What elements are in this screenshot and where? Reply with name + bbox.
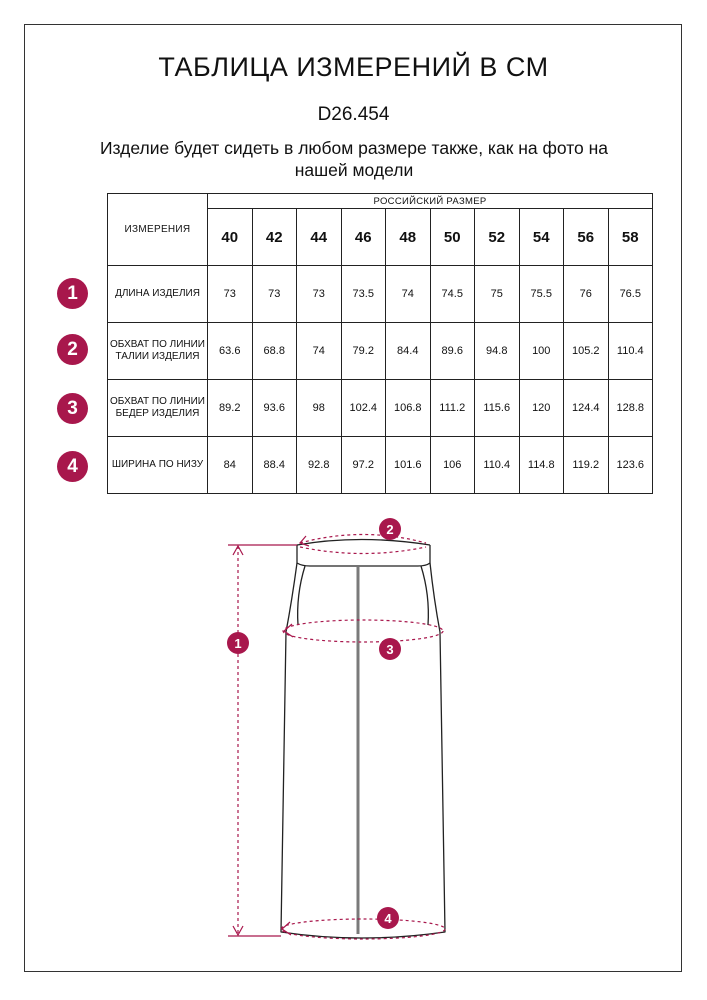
product-code: D26.454 (317, 104, 390, 125)
skirt-outline (281, 540, 445, 939)
right-pocket (421, 566, 428, 625)
value-cell: 75.5 (519, 266, 564, 323)
size-cell: 42 (252, 209, 297, 266)
size-cell: 44 (297, 209, 342, 266)
value-cell: 88.4 (252, 437, 297, 494)
hem-ellipse (281, 919, 445, 939)
value-cell: 111.2 (430, 380, 475, 437)
value-cell: 76.5 (608, 266, 653, 323)
size-cell: 50 (430, 209, 475, 266)
waistband (297, 545, 430, 566)
value-cell: 120 (519, 380, 564, 437)
row-number-badge: 4 (57, 451, 88, 482)
value-cell: 74.5 (430, 266, 475, 323)
value-cell: 105.2 (564, 323, 609, 380)
value-cell: 63.6 (208, 323, 253, 380)
value-cell: 84.4 (386, 323, 431, 380)
size-cell: 48 (386, 209, 431, 266)
value-cell: 97.2 (341, 437, 386, 494)
value-cell: 92.8 (297, 437, 342, 494)
measures-header: ИЗМЕРЕНИЯ (108, 194, 208, 266)
page-title: ТАБЛИЦА ИЗМЕРЕНИЙ В СМ (158, 52, 549, 82)
skirt-diagram (0, 500, 707, 970)
size-cell: 40 (208, 209, 253, 266)
value-cell: 93.6 (252, 380, 297, 437)
value-cell: 84 (208, 437, 253, 494)
value-cell: 102.4 (341, 380, 386, 437)
table-row (108, 437, 653, 494)
row-label: ОБХВАТ ПО ЛИНИИ ТАЛИИ ИЗДЕЛИЯ (108, 323, 208, 380)
hip-marker: 3 (379, 638, 401, 660)
value-cell: 74 (386, 266, 431, 323)
row-label: ШИРИНА ПО НИЗУ (108, 437, 208, 494)
row-number-badge: 3 (57, 393, 88, 424)
row-label: ДЛИНА ИЗДЕЛИЯ (108, 266, 208, 323)
size-cell: 58 (608, 209, 653, 266)
size-cell: 56 (564, 209, 609, 266)
table-row (108, 380, 653, 437)
value-cell: 98 (297, 380, 342, 437)
table-row (108, 266, 653, 323)
value-cell: 106 (430, 437, 475, 494)
value-cell: 76 (564, 266, 609, 323)
value-cell: 106.8 (386, 380, 431, 437)
measure-lines (228, 535, 445, 940)
value-cell: 128.8 (608, 380, 653, 437)
value-cell: 101.6 (386, 437, 431, 494)
row-number-badge: 2 (57, 334, 88, 365)
value-cell: 74 (297, 323, 342, 380)
value-cell: 89.2 (208, 380, 253, 437)
size-cell: 54 (519, 209, 564, 266)
value-cell: 79.2 (341, 323, 386, 380)
table-row (108, 323, 653, 380)
value-cell: 100 (519, 323, 564, 380)
row-number-badge: 1 (57, 278, 88, 309)
value-cell: 110.4 (608, 323, 653, 380)
value-cell: 110.4 (475, 437, 520, 494)
size-header: РОССИЙСКИЙ РАЗМЕР (208, 194, 653, 209)
waistband-top (297, 540, 430, 546)
value-cell: 124.4 (564, 380, 609, 437)
value-cell: 73 (252, 266, 297, 323)
waist-marker: 2 (379, 518, 401, 540)
value-cell: 123.6 (608, 437, 653, 494)
value-cell: 73.5 (341, 266, 386, 323)
value-cell: 73 (297, 266, 342, 323)
row-label: ОБХВАТ ПО ЛИНИИ БЕДЕР ИЗДЕЛИЯ (108, 380, 208, 437)
left-pocket (298, 566, 305, 625)
value-cell: 119.2 (564, 437, 609, 494)
value-cell: 115.6 (475, 380, 520, 437)
hip-ellipse (283, 620, 443, 642)
value-cell: 75 (475, 266, 520, 323)
fit-note: Изделие будет сидеть в любом размере также, как на фото на нашей модели (99, 138, 609, 180)
size-cell: 52 (475, 209, 520, 266)
length-marker: 1 (227, 632, 249, 654)
hem-marker: 4 (377, 907, 399, 929)
value-cell: 73 (208, 266, 253, 323)
size-cell: 46 (341, 209, 386, 266)
value-cell: 94.8 (475, 323, 520, 380)
value-cell: 68.8 (252, 323, 297, 380)
size-table (107, 193, 653, 494)
skirt-body (281, 563, 445, 938)
waist-arc-bottom (300, 547, 426, 554)
value-cell: 89.6 (430, 323, 475, 380)
value-cell: 114.8 (519, 437, 564, 494)
